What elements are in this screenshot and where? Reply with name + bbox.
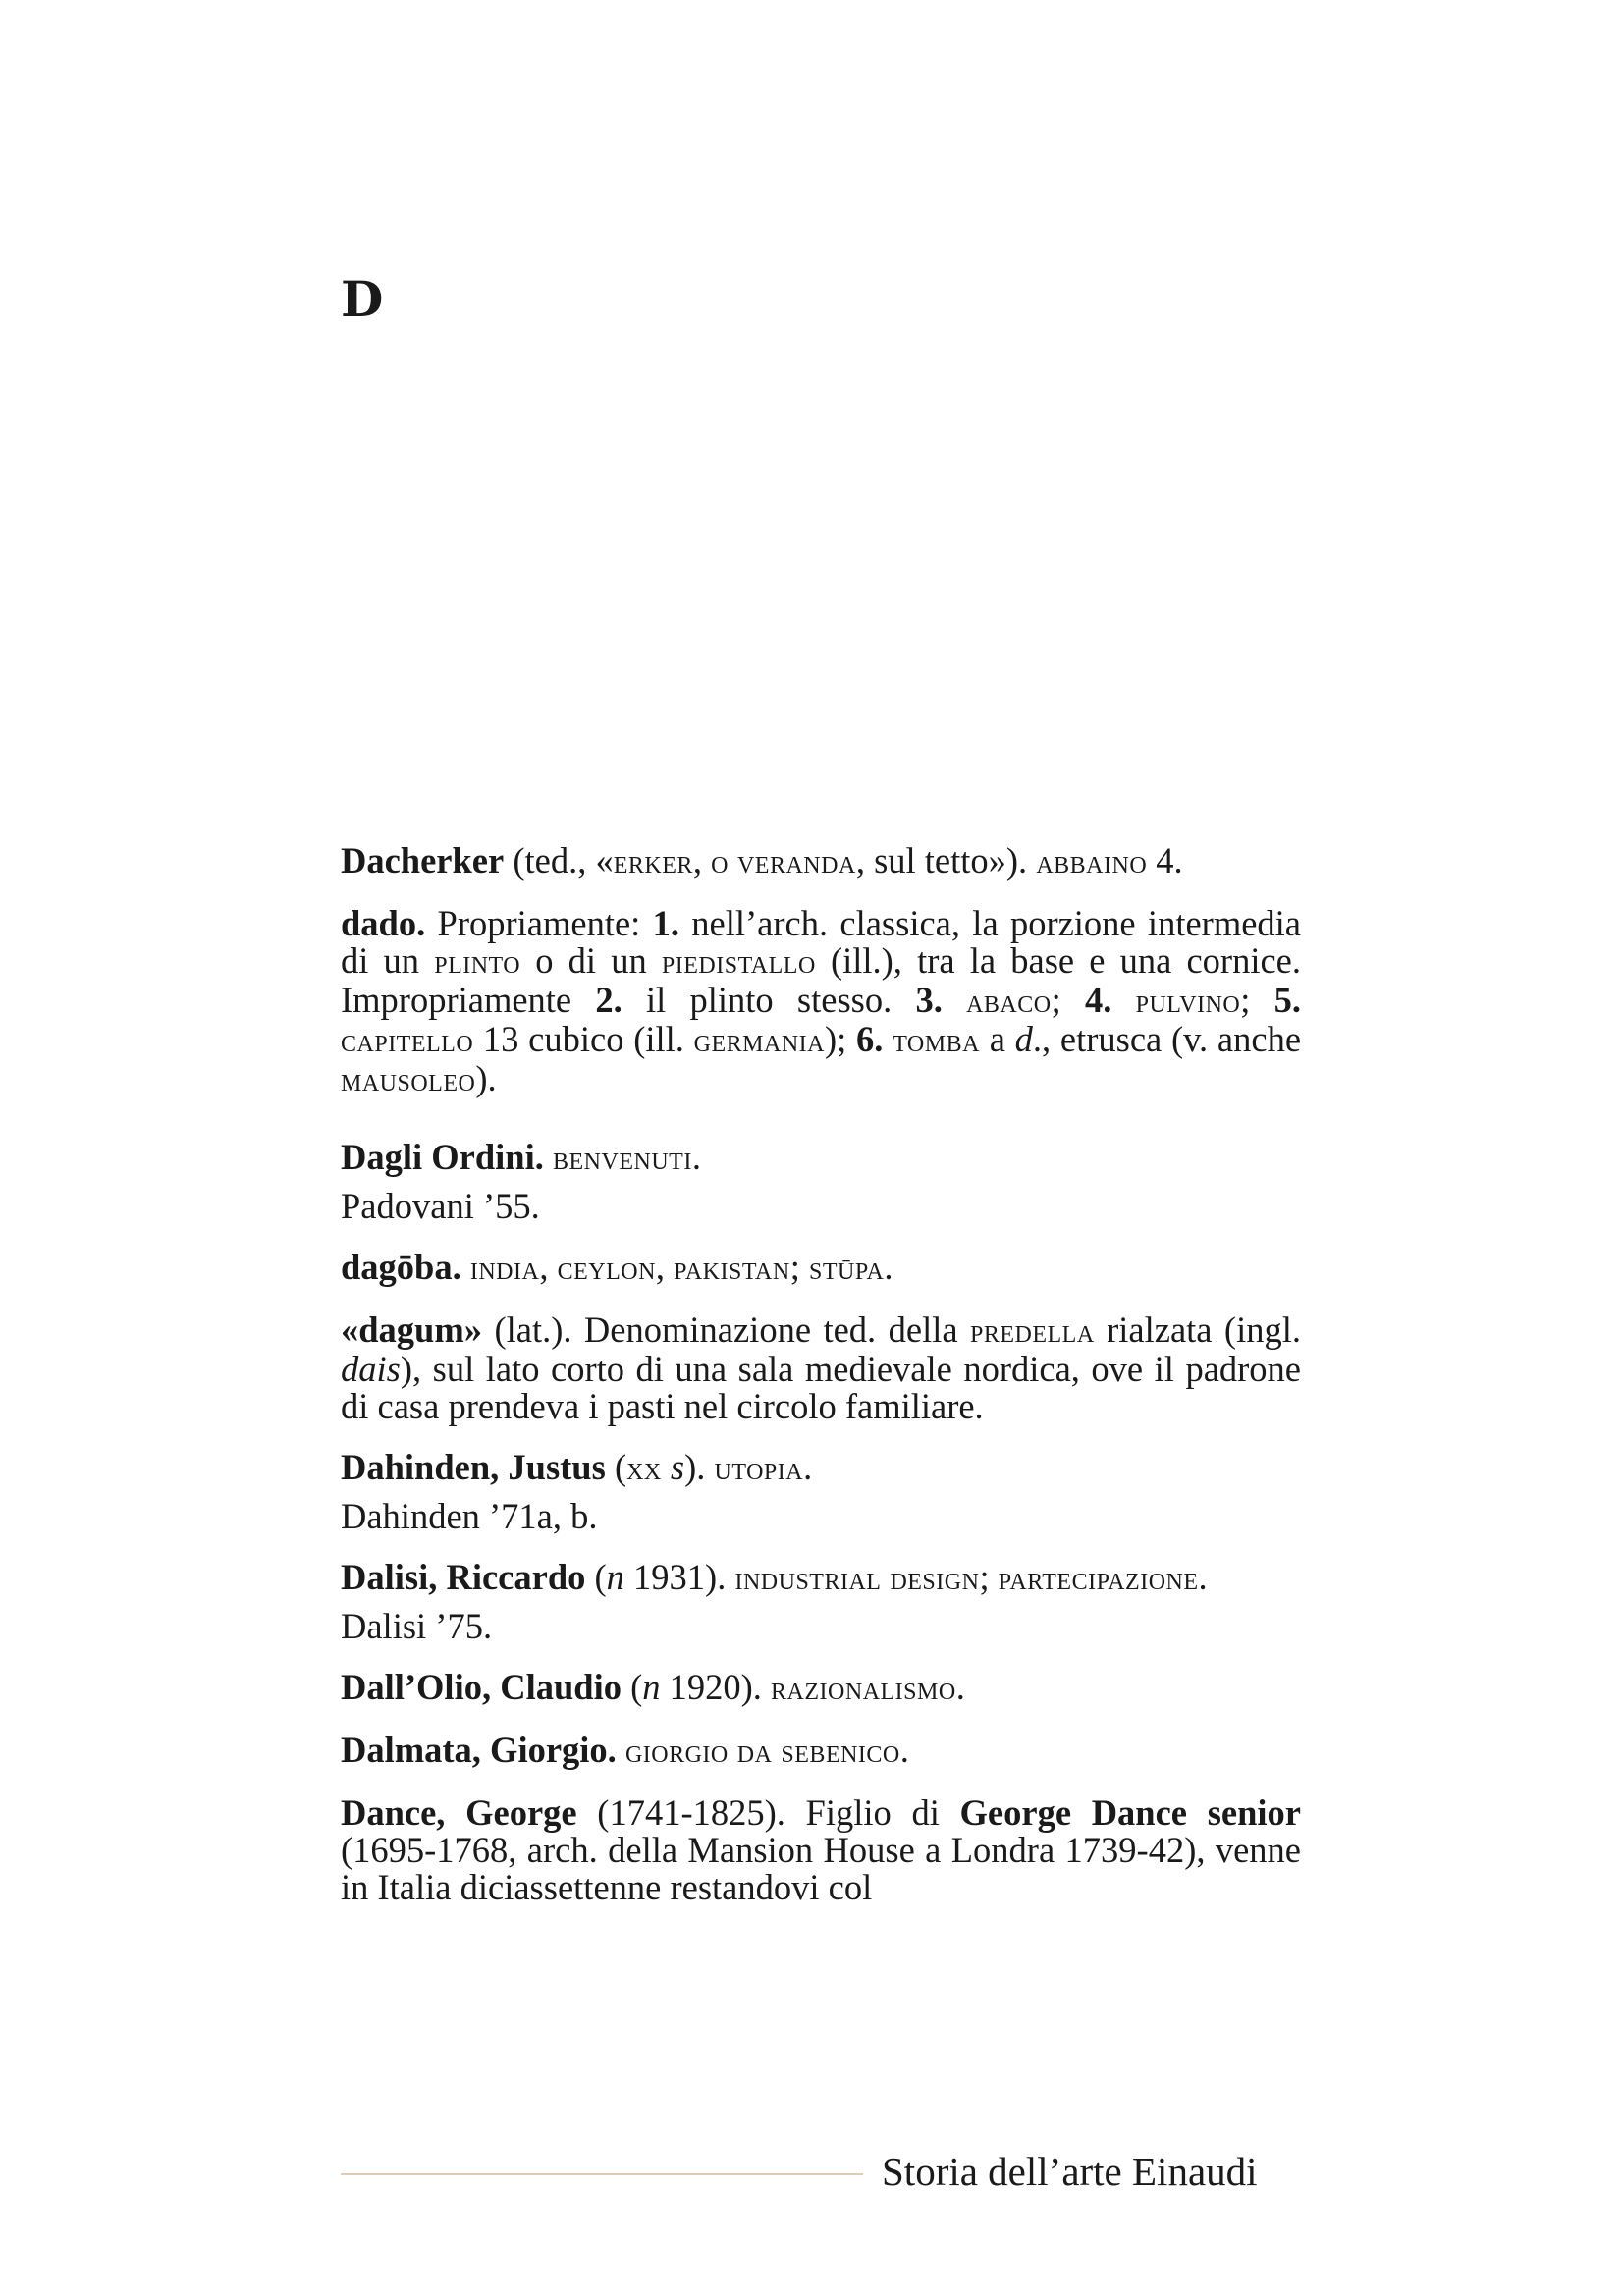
entry-text: ; xyxy=(979,1557,999,1597)
cross-ref: giorgio da sebenico xyxy=(624,1734,900,1770)
bibliography-ref: Dahinden ’71a, b. xyxy=(341,1496,598,1536)
entry-dalmata xyxy=(341,1732,1301,1771)
entry-text: 13 cubico (ill. xyxy=(473,1019,694,1059)
entry-text: (ill.), tra la base e una cornice. Impropriamente xyxy=(341,940,1301,1020)
cross-ref: stūpa xyxy=(809,1251,885,1287)
entry-text: ). xyxy=(684,1447,715,1487)
section-letter: D xyxy=(341,270,384,328)
cross-ref: predella xyxy=(970,1313,1095,1350)
cross-ref: mausoleo xyxy=(341,1062,476,1098)
entry-text: a xyxy=(979,1019,1015,1059)
sense-number: 4. xyxy=(1085,980,1112,1020)
entry-text: , xyxy=(692,840,712,881)
bibliography-ref: Padovani ’55. xyxy=(341,1186,540,1226)
entry-text: ; xyxy=(1051,980,1085,1020)
entry-dado xyxy=(341,905,1301,1099)
entry-text: ( xyxy=(605,1447,627,1487)
abbrev-italic: d xyxy=(1014,1019,1033,1059)
headword: «dagum» xyxy=(341,1309,483,1350)
cross-ref: utopia xyxy=(714,1451,804,1487)
abbrev-italic: s xyxy=(670,1447,685,1487)
entry-text: rialzata (ingl. xyxy=(1094,1309,1301,1350)
entry-text: (lat.). Denominazione ted. della xyxy=(482,1309,970,1350)
dictionary-entries xyxy=(341,842,1301,1930)
cross-ref: abaco xyxy=(966,984,1052,1020)
entry-text: ( xyxy=(621,1667,643,1707)
entry-text: Propriamente: xyxy=(425,903,653,943)
term-italic: dais xyxy=(341,1349,401,1389)
entry-text: il plinto stesso. xyxy=(622,980,916,1020)
entry-text: , xyxy=(539,1247,558,1287)
entry-dalisi xyxy=(341,1559,1301,1598)
abbrev-italic: n xyxy=(606,1557,624,1597)
entry-text: (1695-1768, arch. della Mansion House a Londra 1739-42), venne in Italia diciassettenne restandovi col xyxy=(341,1830,1301,1907)
headword: Dacherker xyxy=(341,840,505,881)
entry-dance xyxy=(341,1794,1301,1906)
entry-text: 1931). xyxy=(623,1557,735,1597)
entry-text: ( xyxy=(585,1557,607,1597)
headword: dagōba. xyxy=(341,1247,461,1287)
sense-number: 2. xyxy=(595,980,622,1020)
cross-ref: abbaino xyxy=(1036,844,1148,881)
cross-ref: pakistan xyxy=(674,1251,790,1287)
entry-text: . xyxy=(899,1730,909,1770)
cross-ref: piedistallo xyxy=(661,944,816,981)
cross-ref: india xyxy=(469,1251,540,1287)
headword: Dagli Ordini. xyxy=(341,1137,544,1177)
entry-text: ., etrusca (v. anche xyxy=(1032,1019,1302,1059)
entry-text: ), sul lato corto di una sala medievale nordica, ove il padrone di casa prendeva i pasti nel circolo familiare. xyxy=(341,1349,1301,1426)
headword: dado. xyxy=(341,903,426,943)
entry-text: nell’arch. classica, la porzione intermedia di un xyxy=(341,903,1301,981)
entry-text: 4. xyxy=(1147,840,1183,881)
entry-dagum xyxy=(341,1311,1301,1425)
cross-ref: germania xyxy=(693,1023,825,1059)
entry-text: . xyxy=(691,1137,701,1177)
sense-number: 6. xyxy=(856,1019,884,1059)
cross-ref: razionalismo xyxy=(771,1671,956,1707)
entry-text: . xyxy=(1198,1557,1208,1597)
entry-text: , sul tetto»). xyxy=(855,840,1037,881)
entry-text: . xyxy=(955,1667,965,1707)
entry-text: ); xyxy=(824,1019,857,1059)
entry-text: . xyxy=(803,1447,813,1487)
abbrev-italic: n xyxy=(642,1667,661,1707)
entry-dallolio xyxy=(341,1669,1301,1708)
entry-dagoba xyxy=(341,1249,1301,1288)
entry-text: (1741-1825). Figlio di xyxy=(576,1792,960,1833)
footer-rule xyxy=(341,2173,863,2175)
entry-dahinden xyxy=(341,1449,1301,1488)
headword: Dalmata, Giorgio. xyxy=(341,1730,617,1770)
sense-number: 5. xyxy=(1273,980,1301,1020)
entry-text: . xyxy=(884,1247,893,1287)
cross-ref: tomba xyxy=(893,1023,980,1059)
entry-text: ). xyxy=(475,1058,497,1098)
cross-ref: industrial design xyxy=(734,1561,980,1597)
cross-ref: erker xyxy=(613,844,693,881)
entry-text: ; xyxy=(1240,980,1274,1020)
sense-number: 1. xyxy=(652,903,679,943)
cross-ref: ceylon xyxy=(557,1251,656,1287)
headword: Dance, George xyxy=(341,1792,577,1833)
cross-ref: capitello xyxy=(341,1023,474,1059)
entry-text xyxy=(662,1447,671,1487)
cross-ref: partecipazione xyxy=(998,1561,1199,1597)
related-name: George Dance senior xyxy=(959,1792,1301,1833)
entry-text: ; xyxy=(789,1247,810,1287)
cross-ref: o veranda xyxy=(711,844,856,881)
entry-dacherker xyxy=(341,842,1301,881)
cross-ref: benvenuti xyxy=(553,1141,692,1177)
century-numeral: xx xyxy=(626,1451,662,1487)
entry-text: , xyxy=(655,1247,675,1287)
entry-text: 1920). xyxy=(660,1667,772,1707)
headword: Dall’Olio, Claudio xyxy=(341,1667,622,1707)
headword: Dalisi, Riccardo xyxy=(341,1557,586,1597)
cross-ref: pulvino xyxy=(1135,984,1241,1020)
sense-number: 3. xyxy=(915,980,943,1020)
cross-ref: plinto xyxy=(434,944,521,981)
footer-publisher: Storia dell’arte Einaudi xyxy=(882,2149,1258,2194)
entry-text: (ted., « xyxy=(504,840,614,881)
entry-text: o di un xyxy=(520,940,662,981)
entry-dagli-ordini xyxy=(341,1139,1301,1178)
bibliography-ref: Dalisi ’75. xyxy=(341,1606,493,1646)
headword: Dahinden, Justus xyxy=(341,1447,606,1487)
